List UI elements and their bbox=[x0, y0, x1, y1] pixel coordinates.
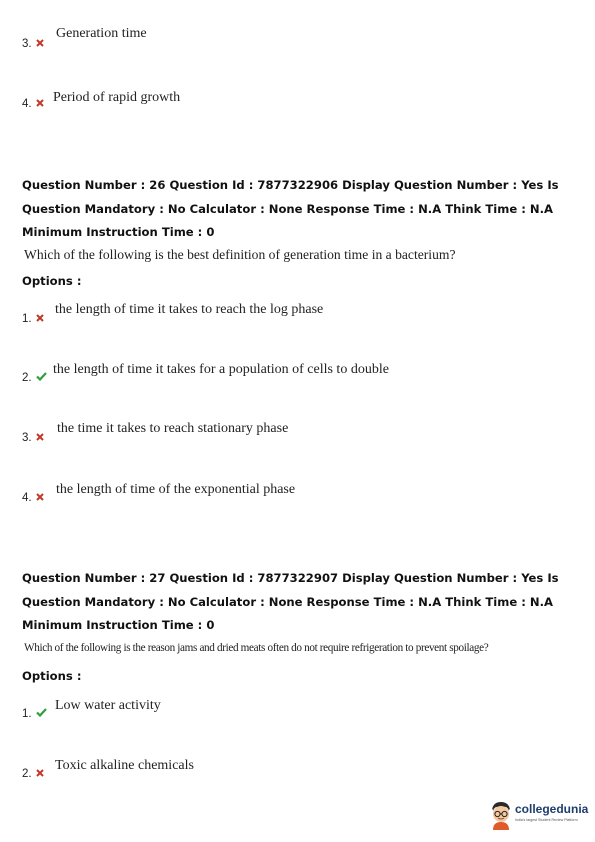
option-text: the length of time it takes to reach the log phase bbox=[55, 302, 324, 317]
options-label: Options : bbox=[22, 274, 82, 288]
option-text: the time it takes to reach stationary phase bbox=[57, 421, 289, 436]
option-number: 4. bbox=[22, 492, 44, 504]
student-mascot-icon bbox=[489, 800, 513, 835]
option-number: 4. bbox=[22, 98, 44, 110]
logo-name: collegedunia bbox=[515, 802, 589, 816]
cross-icon bbox=[36, 432, 44, 444]
option-text: the length of time of the exponential phase bbox=[56, 482, 296, 497]
option-number: 2. bbox=[22, 768, 44, 780]
question-text: Which of the following is the best definition of generation time in a bacterium? bbox=[24, 247, 456, 262]
check-icon bbox=[36, 372, 47, 384]
option-number: 1. bbox=[22, 708, 47, 720]
cross-icon bbox=[36, 313, 44, 325]
cross-icon bbox=[36, 38, 44, 50]
cross-icon bbox=[36, 768, 44, 780]
option-text: Period of rapid growth bbox=[53, 90, 181, 105]
option-number: 2. bbox=[22, 372, 47, 384]
option-text: Low water activity bbox=[55, 698, 161, 713]
question-meta: Question Number : 27 Question Id : 7877322907 Display Question Number : Yes Is Question Mandatory : No Calculator : None Response Time : N.A Think Time : N.A Minimum Instruction Time : 0 bbox=[22, 571, 559, 632]
cross-icon bbox=[36, 492, 44, 504]
option-text: Toxic alkaline chemicals bbox=[55, 758, 194, 773]
logo-tagline: India's largest Student Review Platform bbox=[515, 818, 578, 822]
option-text: the length of time it takes for a population of cells to double bbox=[53, 362, 389, 377]
option-number: 1. bbox=[22, 313, 44, 325]
cross-icon bbox=[36, 98, 44, 110]
option-text: Generation time bbox=[56, 26, 147, 41]
options-label: Options : bbox=[22, 669, 82, 683]
option-number: 3. bbox=[22, 38, 44, 50]
check-icon bbox=[36, 708, 47, 720]
question-text: Which of the following is the reason jams and dried meats often do not require refrigeration to prevent spoilage? bbox=[24, 642, 489, 654]
option-number: 3. bbox=[22, 432, 44, 444]
collegedunia-logo[interactable] bbox=[489, 798, 589, 832]
question-meta: Question Number : 26 Question Id : 7877322906 Display Question Number : Yes Is Question Mandatory : No Calculator : None Response Time : N.A Think Time : N.A Minimum Instruction Time : 0 bbox=[22, 178, 559, 239]
